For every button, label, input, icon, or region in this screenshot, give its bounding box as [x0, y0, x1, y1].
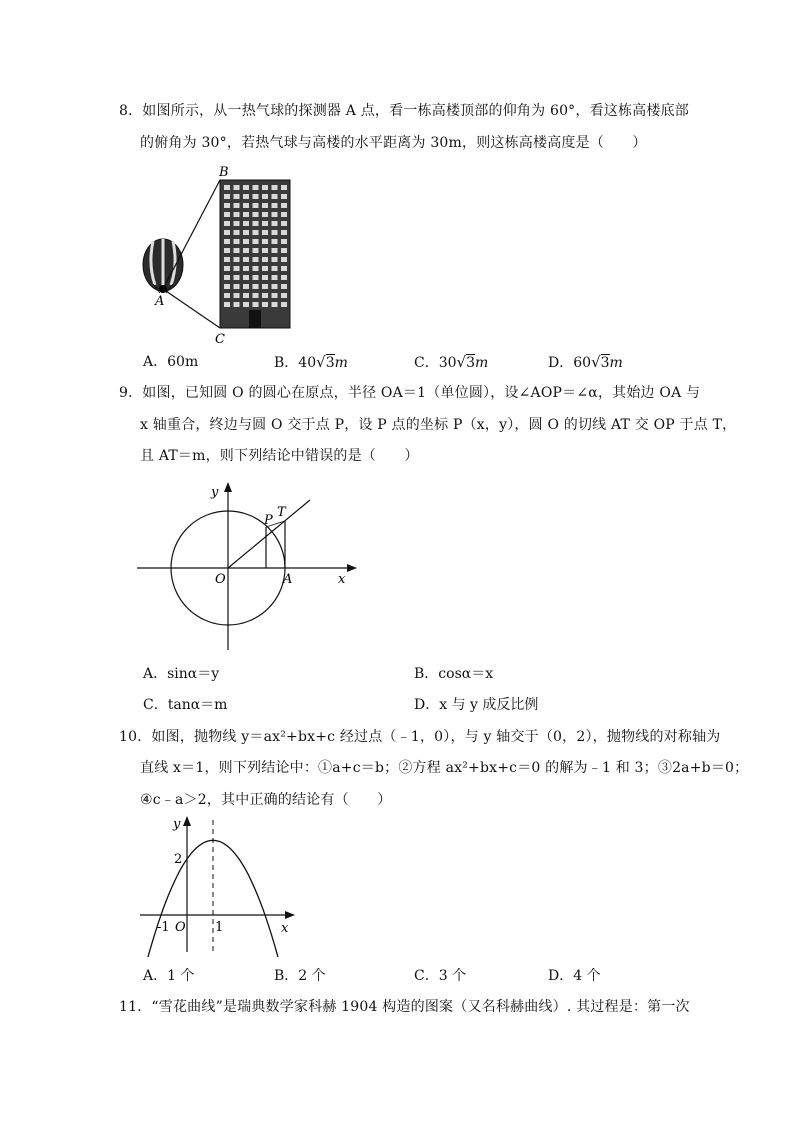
building-window [262, 212, 268, 217]
building-window [281, 230, 287, 235]
building-window [224, 194, 230, 199]
building-window [272, 230, 278, 235]
building-window [272, 257, 278, 262]
q10-text-line2: 直线 x＝1，则下列结论中：①a+c＝b；②方程 ax²+bx+c＝0 的解为﹣1 和 3；③2a+b＝0； [140, 760, 749, 776]
building-window [224, 230, 230, 235]
building-window [262, 230, 268, 235]
q10-option-c[interactable]: C．3 个 [414, 968, 467, 984]
building-window [243, 239, 249, 244]
building-window [262, 257, 268, 262]
building-window [281, 257, 287, 262]
building-window [272, 212, 278, 217]
label-x: x [338, 572, 346, 587]
q8-option-b[interactable]: B．40√3m [274, 353, 348, 371]
label-a: A [155, 294, 165, 309]
building-window [262, 284, 268, 289]
building-window [272, 203, 278, 208]
building-window [234, 293, 240, 298]
building-window [234, 212, 240, 217]
building-window [262, 266, 268, 271]
building-window [281, 266, 287, 271]
building-window [281, 293, 287, 298]
building-window [262, 248, 268, 253]
label-y: y [211, 485, 219, 500]
building-window [243, 194, 249, 199]
building-window [243, 212, 249, 217]
building-window [243, 221, 249, 226]
label-two: 2 [174, 852, 183, 867]
building-window [253, 293, 259, 298]
building-window [234, 221, 240, 226]
hot-air-balloon-icon [143, 239, 183, 293]
q9-text-line3: 且 AT＝m，则下列结论中错误的是（ ） [140, 448, 419, 464]
q8-option-a[interactable]: A．60m [143, 354, 199, 370]
building-window [243, 275, 249, 280]
building-window [281, 212, 287, 217]
q10-option-d[interactable]: D．4 个 [548, 968, 601, 984]
building-window [224, 257, 230, 262]
building-window [253, 248, 259, 253]
building-window [224, 302, 230, 307]
label-b: B [219, 165, 229, 180]
building-window [281, 239, 287, 244]
building-window [253, 230, 259, 235]
building-window [262, 302, 268, 307]
building-window [253, 212, 259, 217]
building-window [243, 284, 249, 289]
building-window [281, 194, 287, 199]
label-p: P [264, 513, 273, 528]
q8-text-line1: 8．如图所示，从一热气球的探测器 A 点，看一栋高楼顶部的仰角为 60°，看这栋高楼底部 [119, 103, 689, 119]
building-window [234, 230, 240, 235]
x-axis-arrow-icon [347, 564, 357, 572]
q9-text-line2: x 轴重合，终边与圆 O 交于点 P，设 P 点的坐标 P（x，y），圆 O 的切线 AT 交 OP 于点 T， [140, 417, 737, 433]
building-illustration [220, 180, 290, 328]
building-window [234, 302, 240, 307]
building-window [224, 266, 230, 271]
label-x: x [281, 921, 289, 936]
y-axis-arrow-icon [224, 482, 232, 492]
q9-unit-circle-figure [135, 478, 360, 653]
building-window [281, 185, 287, 190]
building-window [272, 284, 278, 289]
building-window [262, 194, 268, 199]
q8-option-a-text: 60m [167, 354, 199, 370]
label-c: C [215, 332, 225, 347]
building-window [272, 266, 278, 271]
label-t: T [277, 505, 286, 520]
q8-option-c[interactable]: C．30√3m [414, 353, 489, 371]
building-window [253, 284, 259, 289]
building-window [281, 203, 287, 208]
q9-option-b[interactable]: B．cosα＝x [414, 666, 494, 682]
building-window [224, 248, 230, 253]
line-a-to-b [163, 180, 220, 289]
building-window [262, 275, 268, 280]
building-window [281, 221, 287, 226]
q10-parabola-figure [135, 812, 300, 957]
building-window [224, 212, 230, 217]
building-window [224, 284, 230, 289]
building-window [253, 266, 259, 271]
q8-figure [135, 160, 295, 350]
x-axis-arrow-icon [285, 911, 295, 919]
building-window [272, 293, 278, 298]
building-window [272, 194, 278, 199]
building-window [234, 239, 240, 244]
building-window [224, 221, 230, 226]
building-window [272, 275, 278, 280]
building-window [234, 266, 240, 271]
building-window [253, 257, 259, 262]
line-a-to-c [163, 289, 220, 328]
label-y: y [173, 817, 181, 832]
building-window [272, 302, 278, 307]
building-window [224, 293, 230, 298]
q10-text-line3: ④c﹣a＞2，其中正确的结论有（ ） [140, 792, 392, 808]
building-window [281, 275, 287, 280]
building-window [234, 257, 240, 262]
building-window [243, 230, 249, 235]
building-window [243, 266, 249, 271]
label-one: 1 [215, 920, 224, 935]
building-window [243, 257, 249, 262]
building-window [234, 248, 240, 253]
building-window [234, 194, 240, 199]
building-window [272, 221, 278, 226]
building-window [281, 284, 287, 289]
building-window [253, 275, 259, 280]
q11-text-line1: 11．“雪花曲线”是瑞典数学家科赫 1904 构造的图案（又名科赫曲线）. 其过程是：第一次 [119, 999, 690, 1015]
building-window [253, 194, 259, 199]
building-window [262, 293, 268, 298]
q9-option-a[interactable]: A．sinα＝y [143, 666, 220, 682]
building-window [243, 203, 249, 208]
y-axis-arrow-icon [183, 816, 191, 826]
building-window [253, 221, 259, 226]
building-window [253, 302, 259, 307]
q9-option-d[interactable]: D．x 与 y 成反比例 [414, 697, 539, 713]
building-window [224, 185, 230, 190]
building-window [243, 302, 249, 307]
building-window [262, 239, 268, 244]
q10-option-a[interactable]: A．1 个 [143, 968, 195, 984]
label-a: A [283, 572, 293, 587]
label-o: O [175, 920, 186, 935]
building-window [281, 302, 287, 307]
building-window [234, 203, 240, 208]
label-neg-one: -1 [157, 920, 170, 935]
q8-option-d[interactable]: D．60√3m [548, 353, 623, 371]
building-window [272, 239, 278, 244]
q10-option-b[interactable]: B．2 个 [274, 968, 326, 984]
building-window [262, 203, 268, 208]
building-window [234, 275, 240, 280]
building-window [234, 185, 240, 190]
building-window [234, 284, 240, 289]
q10-text-line1: 10．如图，抛物线 y＝ax²+bx+c 经过点（﹣1，0），与 y 轴交于（0，2），抛物线的对称轴为 [119, 729, 721, 745]
building-window [253, 185, 259, 190]
building-window [224, 203, 230, 208]
terminal-ray [228, 500, 310, 568]
q8-text-line2: 的俯角为 30°，若热气球与高楼的水平距离为 30m，则这栋高楼高度是（ ） [140, 135, 647, 151]
building-window [243, 185, 249, 190]
building-window [253, 203, 259, 208]
label-o: O [215, 572, 226, 587]
building-window [224, 239, 230, 244]
building-window [253, 239, 259, 244]
building-window [262, 221, 268, 226]
q9-option-c[interactable]: C．tanα＝m [143, 697, 228, 713]
building-window [272, 248, 278, 253]
building-window [272, 185, 278, 190]
q9-text-line1: 9．如图，已知圆 O 的圆心在原点，半径 OA＝1（单位圆），设∠AOP＝∠α，其始边 OA 与 [119, 385, 701, 401]
building-window [262, 185, 268, 190]
building-window [243, 293, 249, 298]
building-window [281, 248, 287, 253]
building-window [224, 275, 230, 280]
building-window [243, 248, 249, 253]
